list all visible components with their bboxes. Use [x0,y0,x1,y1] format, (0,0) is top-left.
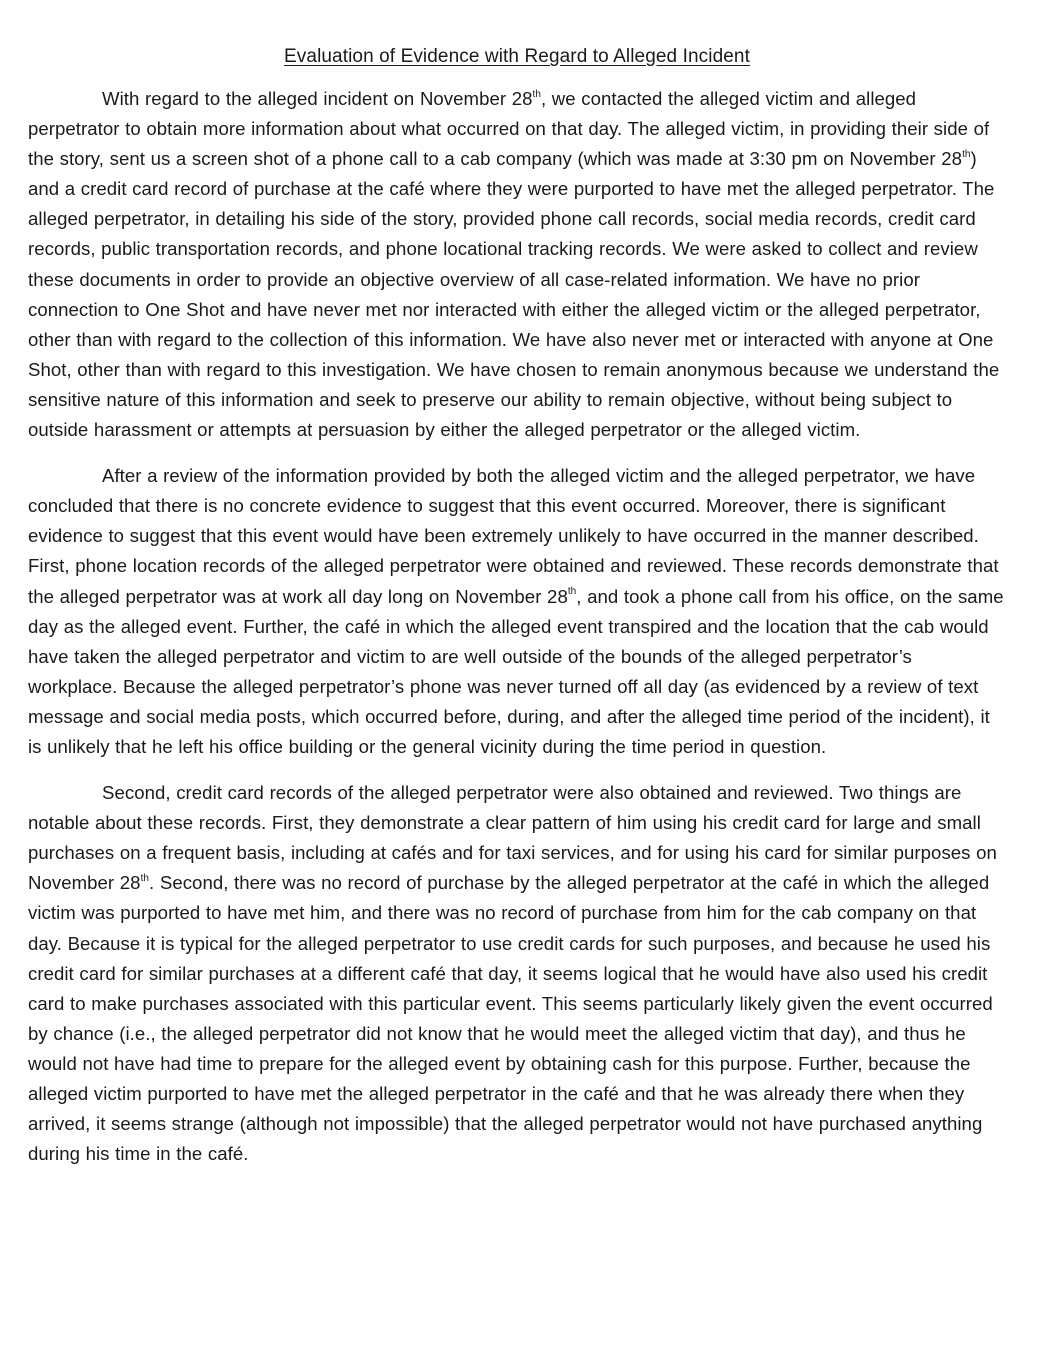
paragraph-2 [28,461,1006,762]
paragraph-1-text-c: ) and a credit card record of purchase at the café where they were purported to have met the alleged perpetrator. The alleged perpetrator, in detailing his side of the story, provided phone call records, social media records, credit card records, public transportation records, and phone locational tracking records. We were asked to collect and review these documents in order to provide an objective overview of all case-related information. We have no prior connection to One Shot and have never met nor interacted with either the alleged victim or the alleged perpetrator, other than with regard to the collection of this information. We have also never met or interacted with anyone at One Shot, other than with regard to this investigation. We have chosen to remain anonymous because we understand the sensitive nature of this information and seek to preserve our ability to remain objective, without being subject to outside harassment or attempts at persuasion by either the alleged perpetrator or the alleged victim. [28,148,1000,441]
paragraph-3-text-b: . Second, there was no record of purchase by the alleged perpetrator at the café in which the alleged victim was purported to have met him, and there was no record of purchase from him for the cab company on that day. Because it is typical for the alleged perpetrator to use credit cards for such purposes, and because he used his credit card for similar purchases at a different café that day, it seems logical that he would have also used his credit card to make purchases associated with this particular event. This seems particularly likely given the event occurred by chance (i.e., the alleged perpetrator did not know that he would meet the alleged victim that day), and thus he would not have had time to prepare for the alleged event by obtaining cash for this purpose. Further, because the alleged victim purported to have met the alleged perpetrator in the café and that he was already there when they arrived, it seems strange (although not impossible) that the alleged perpetrator would not have purchased anything during his time in the café. [28,872,993,1165]
paragraph-2-text-a: After a review of the information provided by both the alleged victim and the alleged perpetrator, we have concluded that there is no concrete evidence to suggest that this event occurred. Moreover, there is significant evidence to suggest that this event would have been extremely unlikely to have occurred in the manner described. First, phone location records of the alleged perpetrator were obtained and reviewed. These records demonstrate that the alleged perpetrator was at work all day long on November 28 [28,465,999,607]
ordinal-suffix: th [140,873,150,885]
document-page [28,42,1006,1185]
ordinal-suffix: th [962,149,971,160]
paragraph-3-text-a: Second, credit card records of the alleged perpetrator were also obtained and reviewed. Two things are notable about these records. First, they demonstrate a clear pattern of him using his credit card for large and small purchases on a frequent basis, including at cafés and for taxi services, and for using his card for similar purposes on November 28 [28,782,997,894]
document-title: Evaluation of Evidence with Regard to Alleged Incident [284,46,750,67]
paragraph-2-text-b: , and took a phone call from his office, on the same day as the alleged event. Further, the café in which the alleged event transpired and the location that the cab would have taken the alleged perpetrator and victim to are well outside of the bounds of the alleged perpetrator’s workplace. Because the alleged perpetrator’s phone was never turned off all day (as evidenced by a review of text message and social media posts, which occurred before, during, and after the alleged time period of the incident), it is unlikely that he left his office building or the general vicinity during the time period in question. [28,585,1004,757]
ordinal-suffix: th [567,586,577,598]
paragraph-1-text-b: , we contacted the alleged victim and alleged perpetrator to obtain more information about what occurred on that day. The alleged victim, in providing their side of the story, sent us a screen shot of a phone call to a cab company (which was made at 3:30 pm on November 28 [28,88,990,170]
paragraph-3 [28,778,1006,1169]
paragraph-1-text-a: With regard to the alleged incident on November 28 [102,88,533,109]
paragraph-1 [28,84,1006,445]
ordinal-suffix: th [532,88,541,100]
